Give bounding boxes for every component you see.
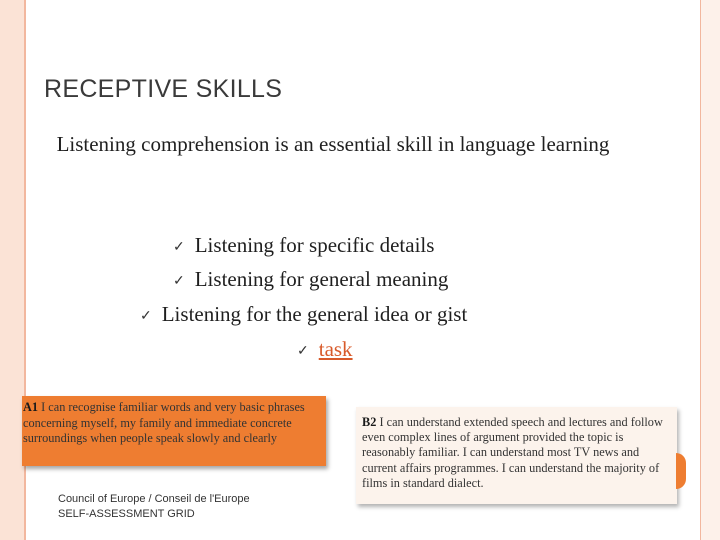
source-line-2: SELF-ASSESSMENT GRID — [58, 508, 195, 520]
left-frame-band — [0, 0, 24, 540]
bullet-task — [297, 336, 353, 365]
a1-level-label: A1 — [23, 400, 39, 414]
bullet-general-idea — [140, 301, 467, 330]
bullet-text: Listening for general meaning — [194, 267, 449, 291]
check-icon: ✓ — [140, 309, 152, 324]
decorative-edge-shape — [676, 453, 686, 489]
bullet-text: Listening for the general idea or gist — [161, 302, 468, 326]
check-icon: ✓ — [297, 344, 309, 359]
bullet-text: Listening for specific details — [194, 233, 435, 257]
slide-subtitle: Listening comprehension is an essential skill in language learning — [56, 132, 610, 156]
check-icon: ✓ — [173, 240, 185, 255]
task-link[interactable]: task — [318, 337, 353, 361]
source-line-1: Council of Europe / Conseil de l'Europe — [58, 493, 250, 505]
bullet-general-meaning — [173, 266, 448, 295]
a1-descriptor-box — [22, 396, 326, 466]
a1-descriptor-text: I can recognise familiar words and very basic phrases concerning myself, my family and immediate concrete surroundings when people speak slowly and clearly — [23, 400, 305, 445]
bullet-specific-details — [173, 232, 434, 261]
right-frame-band — [701, 0, 720, 540]
b2-descriptor-text: I can understand extended speech and lectures and follow even complex lines of argument provided the topic is reasonably familiar. I can understand most TV news and current affairs programmes. I can understand the majority of films in standard dialect. — [362, 415, 663, 490]
b2-descriptor-box — [356, 407, 677, 504]
slide-title: RECEPTIVE SKILLS — [44, 75, 283, 103]
b2-level-label: B2 — [362, 415, 377, 429]
source-caption — [58, 492, 250, 522]
check-icon: ✓ — [173, 274, 185, 289]
